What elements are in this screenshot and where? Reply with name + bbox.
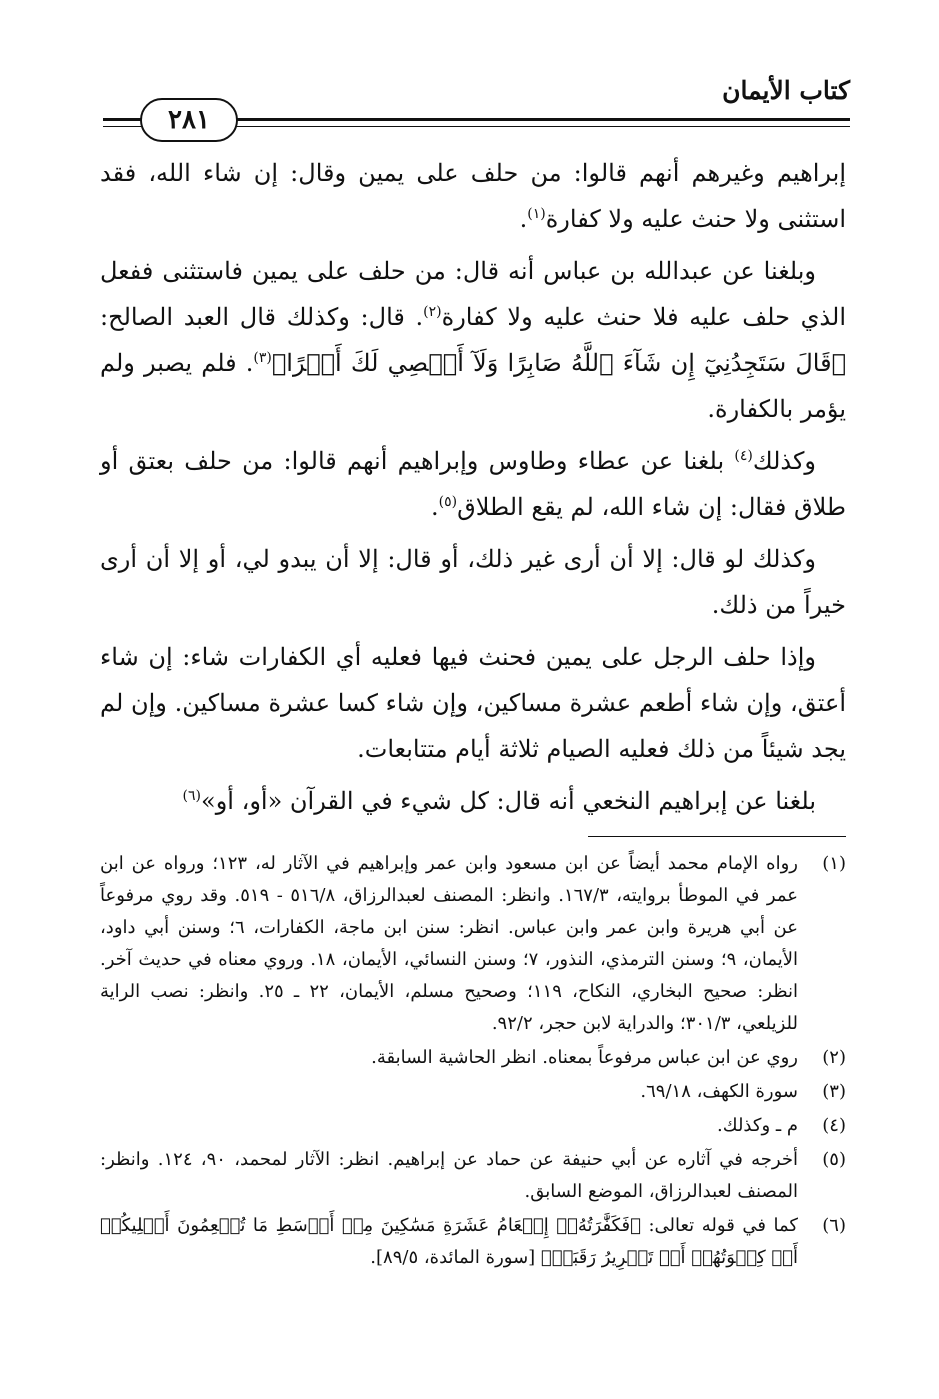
footnote (100, 1076, 846, 1108)
footnote-number: (١) (822, 853, 846, 874)
footnote (100, 1210, 846, 1274)
paragraph (100, 778, 846, 824)
paragraph-text: وبلغنا عن عبدالله بن عباس أنه قال: من حلف على يمين فاستثنى ففعل الذي حلف عليه فلا حنث عليه ولا كفارة (100, 257, 846, 331)
footnote-ref: (٢) (423, 304, 442, 320)
paragraph-text: . (430, 493, 439, 521)
footnote-text: رواه الإمام محمد أيضاً عن ابن مسعود وابن عمر وإبراهيم في الآثار له، ١٢٣؛ ورواه عن ابن عمر في الموطأ بروايته، ١٦٧/٣. وانظر: المصنف لعبدالرزاق، ٥١٦/٨ - ٥١٩. وقد روي مرفوعاً عن أبي هريرة وابن عمر وابن عباس. انظر: سنن ابن ماجة، الكفارات، ٦؛ وسنن أبي داود، الأيمان، ٩؛ وسنن الترمذي، النذور، ٧؛ وسنن النسائي، الأيمان، ١٨. وروي معناه في حديث آخر. انظر: صحيح البخاري، النكاح، ١١٩؛ وصحيح مسلم، الأيمان، ٢٢ ـ ٢٥. وانظر: نصب الراية للزيلعي، ٣٠١/٣؛ والدراية لابن حجر، ٩٢/٢. (100, 853, 799, 1034)
footnote-ref: (٤) (734, 448, 753, 464)
paragraph-text: بلغنا عن إبراهيم النخعي أنه قال: كل شيء في القرآن «أو، أو» (201, 787, 816, 815)
footnote (100, 848, 846, 1040)
footnote-ref: (٦) (182, 788, 202, 804)
footnote (100, 1110, 846, 1142)
paragraph (100, 248, 846, 432)
footnote-text: سورة الكهف، ٦٩/١٨. (640, 1081, 798, 1102)
footnote-ref: (١) (527, 206, 546, 222)
paragraph-text: . فلم يصبر ولم يؤمر بالكفارة. (100, 349, 846, 423)
footnote-number: (٦) (822, 1215, 846, 1236)
footnote-number: (٥) (822, 1149, 846, 1170)
footnotes (100, 848, 846, 1276)
footnote (100, 1042, 846, 1074)
chapter-title: كتاب الأيمان (722, 76, 850, 105)
paragraph-text: . (519, 205, 528, 233)
paragraph (100, 150, 846, 242)
footnote (100, 1144, 846, 1208)
paragraph (100, 438, 846, 530)
footnote-number: (٢) (822, 1047, 846, 1068)
footnote-text: كما في قوله تعالى: ﴿فَكَفَّٰرَتُهُۥٓ إِطۡعَامُ عَشَرَةِ مَسَٰكِينَ مِنۡ أَوۡسَطِ مَا تُطۡعِمُونَ أَهۡلِيكُمۡ أَوۡ كِسۡوَتُهُمۡ أَوۡ تَحۡرِيرُ رَقَبَةٖ﴾ [سورة المائدة، ٨٩/٥]. (100, 1215, 798, 1268)
paragraph-text: وإذا حلف الرجل على يمين فحنث فيها فعليه أي الكفارات شاء: إن شاء أعتق، وإن شاء أطعم عشرة مساكين، وإن شاء كسا عشرة مساكين. وإن لم يجد شيئاً من ذلك فعليه الصيام ثلاثة أيام متتابعات. (100, 643, 846, 763)
paragraph (100, 536, 846, 628)
footnote-number: (٤) (822, 1115, 846, 1136)
paragraph-text: بلغنا عن عطاء وطاوس وإبراهيم أنهم قالوا: من حلف بعتق أو طلاق فقال: إن شاء الله، لم يقع الطلاق (100, 447, 846, 521)
paragraph-text: وكذلك (752, 447, 816, 475)
paragraph-text: . قال: وكذلك قال العبد الصالح: ﴿قَالَ سَتَجِدُنِيٓ إِن شَآءَ ٱللَّهُ صَابِرًا وَلَآ أَعۡصِي لَكَ أَمۡرًا﴾ (100, 303, 846, 377)
main-text (100, 150, 846, 830)
paragraph-text: إبراهيم وغيرهم أنهم قالوا: من حلف على يمين وقال: إن شاء الله، فقد استثنى ولا حنث عليه ولا كفارة (100, 159, 846, 233)
paragraph (100, 634, 846, 772)
page-number: ٢٨١ (140, 98, 238, 142)
footnote-text: روي عن ابن عباس مرفوعاً بمعناه. انظر الحاشية السابقة. (371, 1047, 798, 1068)
footnote-ref: (٥) (438, 494, 458, 510)
footnote-ref: (٣) (253, 350, 272, 366)
paragraph-text: وكذلك لو قال: إلا أن أرى غير ذلك، أو قال: إلا أن يبدو لي، أو إلا أن أرى خيراً من ذلك. (100, 545, 846, 619)
footnote-text: أخرجه في آثاره عن أبي حنيفة عن حماد عن إبراهيم. انظر: الآثار لمحمد، ٩٠، ١٢٤. وانظر: المصنف لعبدالرزاق، الموضع السابق. (100, 1149, 798, 1202)
footnote-number: (٣) (822, 1081, 846, 1102)
footnote-separator (588, 836, 846, 837)
footnote-text: م ـ وكذلك. (717, 1115, 798, 1136)
